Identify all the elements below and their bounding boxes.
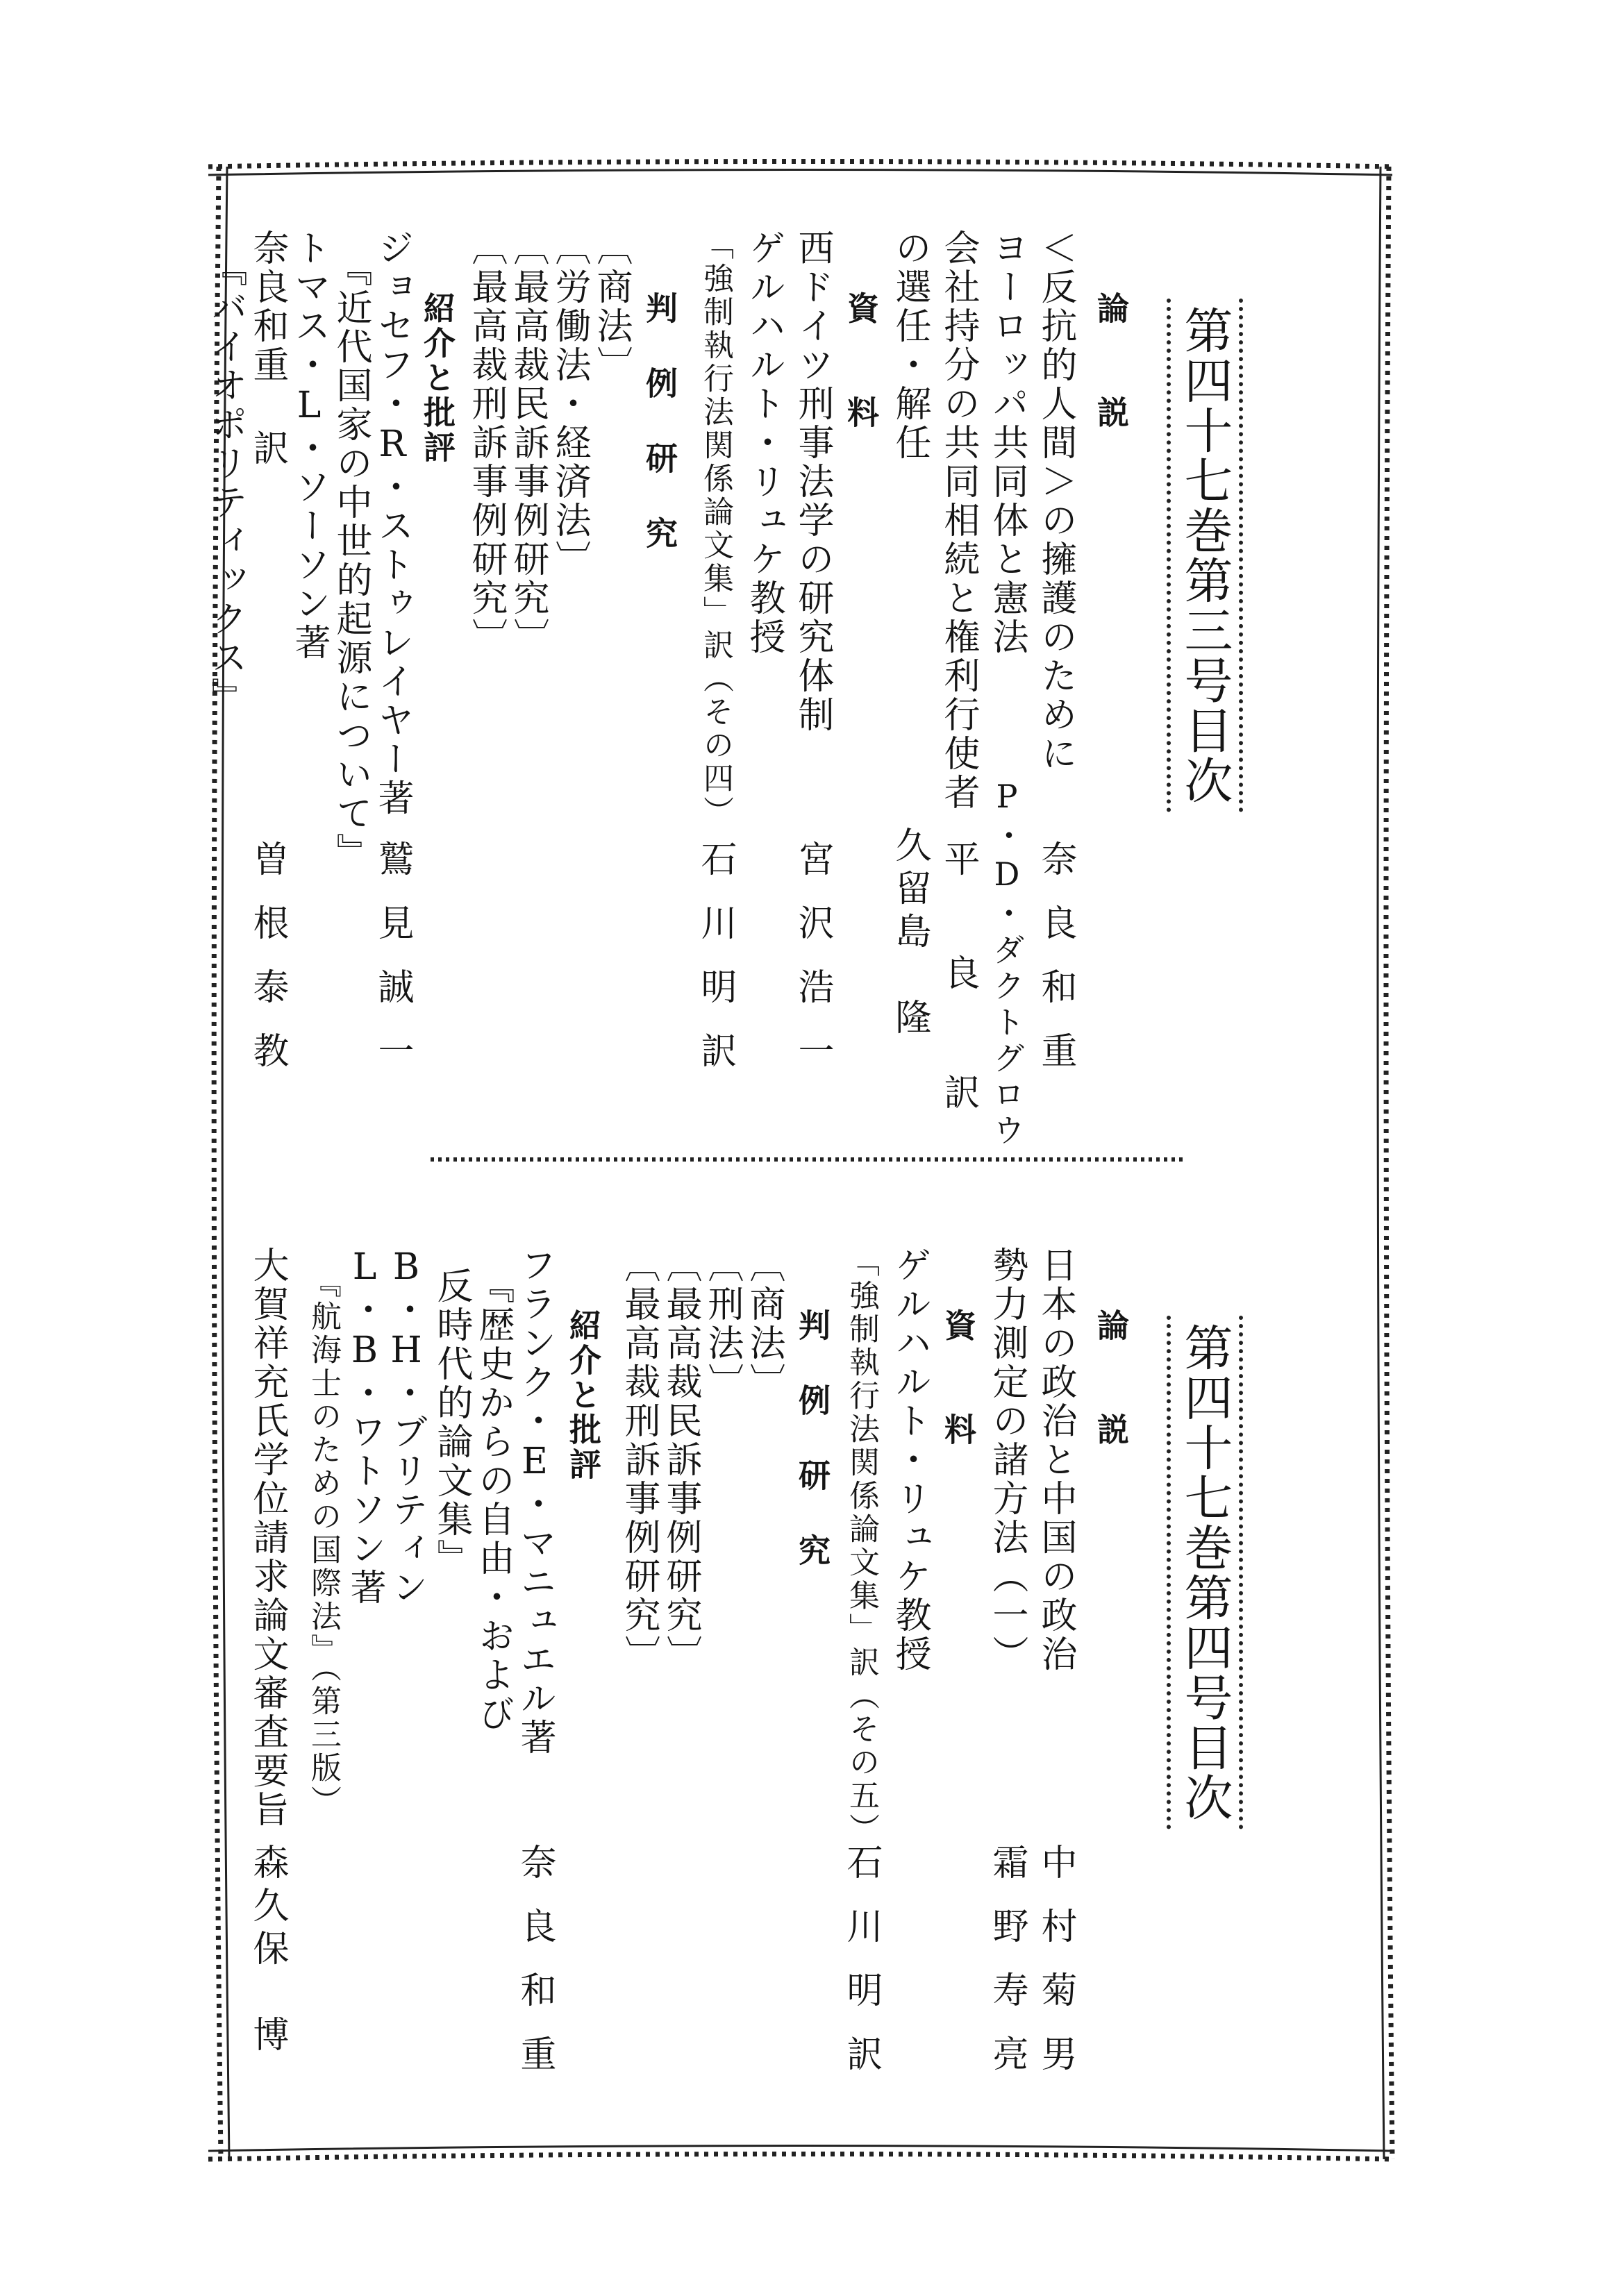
author: P・D・ダクトグロウ (988, 778, 1026, 1150)
toc-title: 第四十七巻第四号目次 (1167, 1316, 1243, 1829)
case-study-item: 〔最高裁刑訴事例研究〕 (465, 229, 507, 657)
article-title: 日本の政治と中国の政治 (1035, 1246, 1076, 1674)
section-heading-hanrei: 判 例 研 究 (641, 292, 678, 551)
section-heading-shokai: 紹介と批評 (419, 292, 456, 465)
author: 奈良和重 (514, 1843, 556, 2099)
section-heading-ronsetsu: 論 説 (1092, 292, 1130, 430)
author: 宮沢浩一 (792, 840, 833, 1096)
section-heading-shiryo: 資 料 (940, 1309, 977, 1448)
author: 森久保 博 (247, 1843, 288, 2059)
case-study-item: 〔労働法・経済法〕 (549, 229, 590, 579)
toc-title: 第四十七巻第三号目次 (1167, 299, 1243, 812)
review-title-continued: 『バイオポリティックス』 (205, 250, 247, 717)
author: 中村菊男 (1035, 1843, 1076, 2099)
review-title-continued: 反時代的論文集』 (431, 1267, 472, 1578)
article-title-continued: の選任・解任 (889, 229, 931, 462)
author: 曽根泰教 (247, 840, 288, 1096)
author: 奈良和重 (1035, 840, 1076, 1096)
article-title-continued: 「強制執行法関係論文集」訳（その五） (844, 1246, 879, 1846)
translator: 平 良 訳 (937, 840, 979, 1130)
dissertation-summary: 大賀祥充氏学位請求論文審査要旨 (247, 1246, 288, 1829)
review-title-continued: 『航海士のための国際法』（第三版） (306, 1267, 341, 1818)
article-title: ゲルハルト・リュケ教授 (889, 1246, 931, 1674)
article-title: 会社持分の共同相続と権利行使者 (937, 229, 979, 812)
article-title-continued: 勢力測定の諸方法（一） (986, 1246, 1028, 1674)
review-title: フランク・E・マニュエル著 (514, 1246, 556, 1757)
review-title: B・H・ブリティン (385, 1246, 427, 1607)
section-heading-shokai: 紹介と批評 (565, 1309, 602, 1482)
section-heading-hanrei: 判 例 研 究 (794, 1309, 831, 1568)
translator: 石川明訳 (694, 840, 736, 1096)
article-title: ＜反抗的人間＞の擁護のために (1035, 229, 1076, 773)
case-study-item: 〔最高裁刑訴事例研究〕 (618, 1246, 660, 1674)
case-study-item: 〔最高裁民訴事例研究〕 (507, 229, 549, 657)
toc-vol47-no3 (205, 201, 1250, 1150)
review-title: L・B・ワトソン著 (344, 1246, 385, 1607)
review-title-continued: 『歴史からの自由・および (472, 1267, 514, 1734)
section-heading-shiryo: 資 料 (842, 292, 880, 430)
author: 鷲見誠一 (372, 840, 413, 1096)
article-title: ゲルハルト・リュケ教授 (743, 229, 785, 657)
case-study-item: 〔最高裁民訴事例研究〕 (660, 1246, 701, 1674)
translator: 石川明訳 (840, 1843, 882, 2099)
toc-vol47-no4 (247, 1218, 1250, 2118)
case-study-item: 〔商法〕 (590, 229, 632, 385)
review-title: ジョセフ・R・ストゥレイヤー著 (372, 229, 413, 818)
author: 久留島 隆 (889, 826, 931, 1041)
case-study-item: 〔刑法〕 (701, 1246, 743, 1402)
review-title-continued: 『近代国家の中世的起源について』 (330, 250, 372, 872)
review-translator: 奈良和重 訳 (247, 229, 288, 468)
review-title: トマス・L・ソーソン著 (288, 229, 330, 662)
article-title: 西ドイツ刑事法学の研究体制 (792, 229, 833, 735)
case-study-item: 〔商法〕 (743, 1246, 785, 1402)
section-heading-ronsetsu: 論 説 (1092, 1309, 1130, 1448)
article-title-continued: 「強制執行法関係論文集」訳（その四） (698, 229, 733, 829)
author: 霜野寿亮 (986, 1843, 1028, 2099)
article-title: ヨーロッパ共同体と憲法 (986, 229, 1028, 657)
